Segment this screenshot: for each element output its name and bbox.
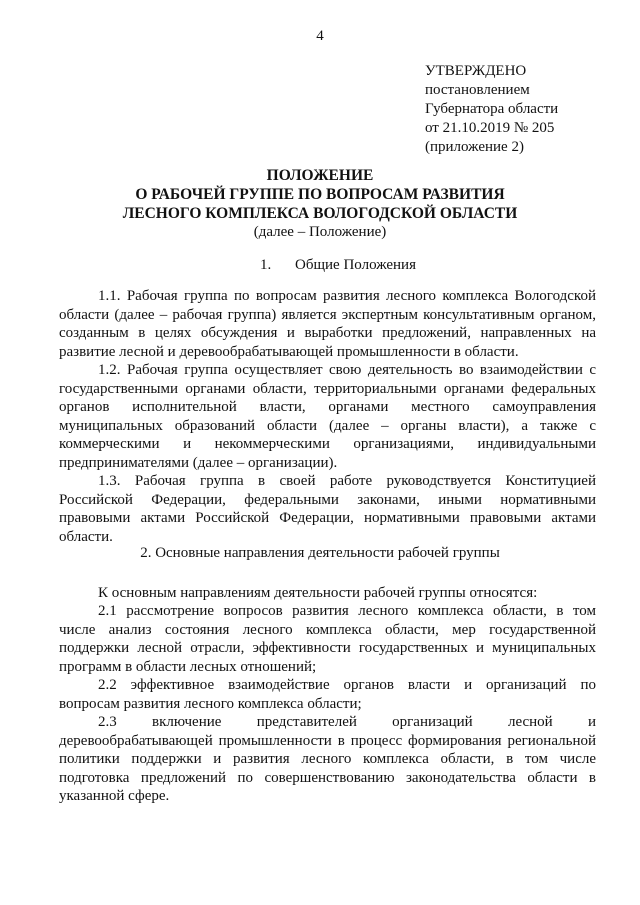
- approval-line: (приложение 2): [425, 139, 524, 155]
- paragraph-1-3: [59, 472, 596, 546]
- document-title: [0, 166, 640, 223]
- text-line: 2.3 включение представителей организаций лесной и: [98, 714, 596, 730]
- text-line: 1.3. Рабочая группа в своей работе руководствуется Конституцией: [98, 473, 596, 489]
- text-line: области.: [59, 528, 113, 545]
- section-2-intro: [59, 584, 596, 603]
- text-line: К основным направлениям деятельности рабочей группы относятся:: [98, 585, 538, 601]
- document-subtitle: (далее – Положение): [253, 224, 387, 240]
- section-2-heading: 2. Основные направления деятельности рабочей группы: [140, 545, 500, 561]
- text-line: Российской Федерации, федеральными законами, иными нормативными: [59, 491, 596, 508]
- text-line: созданным в целях обсуждения и выработки предложений, направленных на: [59, 325, 596, 341]
- approval-line: от 21.10.2019 № 205: [425, 120, 555, 136]
- paragraph-1-2: [59, 361, 596, 472]
- paragraph-2-3: [59, 713, 596, 806]
- text-line: правовыми актами Российской Федерации, нормативными правовыми актами: [59, 510, 596, 526]
- text-line: политики поддержки и развития лесного комплекса области, в том числе: [59, 751, 596, 767]
- section-1-heading: [260, 257, 416, 274]
- title-line: ЛЕСНОГО КОМПЛЕКСА ВОЛОГОДСКОЙ ОБЛАСТИ: [122, 205, 518, 222]
- approval-line: Губернатора области: [425, 101, 559, 117]
- text-line: программ в области лесных отношений;: [59, 658, 317, 675]
- approval-stamp: [425, 62, 558, 157]
- text-line: числе анализ состояния лесного комплекса области, мер государственной: [59, 621, 596, 638]
- text-line: указанной сфере.: [59, 788, 170, 804]
- section-1-title: Общие Положения: [295, 257, 416, 273]
- text-line: деревообрабатывающей промышленности в процесс формирования региональной: [59, 732, 596, 749]
- paragraph-1-1: [59, 287, 596, 361]
- text-line: коммерческими и некоммерческими организациями, индивидуальными: [59, 436, 596, 452]
- paragraph-2-1: [59, 602, 596, 676]
- text-line: развитие лесной и деревообрабатывающей промышленности в области.: [59, 343, 519, 360]
- page-number: 4: [316, 28, 324, 44]
- section-1-number: 1.: [260, 257, 272, 273]
- text-line: области (далее – рабочая группа) является экспертным консультативным органом,: [59, 306, 596, 323]
- paragraph-2-2: [59, 676, 596, 713]
- title-line: О РАБОЧЕЙ ГРУППЕ ПО ВОПРОСАМ РАЗВИТИЯ: [135, 186, 505, 203]
- text-line: 1.1. Рабочая группа по вопросам развития лесного комплекса Вологодской: [98, 288, 596, 304]
- text-line: 1.2. Рабочая группа осуществляет свою деятельность во взаимодействии с: [98, 362, 596, 378]
- text-line: органов исполнительной власти, органами местного самоуправления: [59, 399, 596, 415]
- text-line: муниципальных образований области (далее – органы власти), а также с: [59, 417, 596, 434]
- approval-line: УТВЕРЖДЕНО: [425, 63, 527, 79]
- text-line: государственными органами области, территориальными органами федеральных: [59, 380, 596, 397]
- title-line: ПОЛОЖЕНИЕ: [266, 167, 374, 184]
- text-line: предпринимателями (далее – организации).: [59, 454, 338, 471]
- text-line: подготовка предложений по совершенствованию законодательства области в: [59, 769, 596, 786]
- text-line: 2.1 рассмотрение вопросов развития лесного комплекса области, в том: [98, 603, 596, 619]
- approval-line: постановлением: [425, 82, 530, 98]
- text-line: вопросам развития лесного комплекса области;: [59, 695, 362, 712]
- text-line: поддержки лесной отрасли, эффективности государственных и муниципальных: [59, 640, 596, 656]
- text-line: 2.2 эффективное взаимодействие органов власти и организаций по: [98, 677, 596, 693]
